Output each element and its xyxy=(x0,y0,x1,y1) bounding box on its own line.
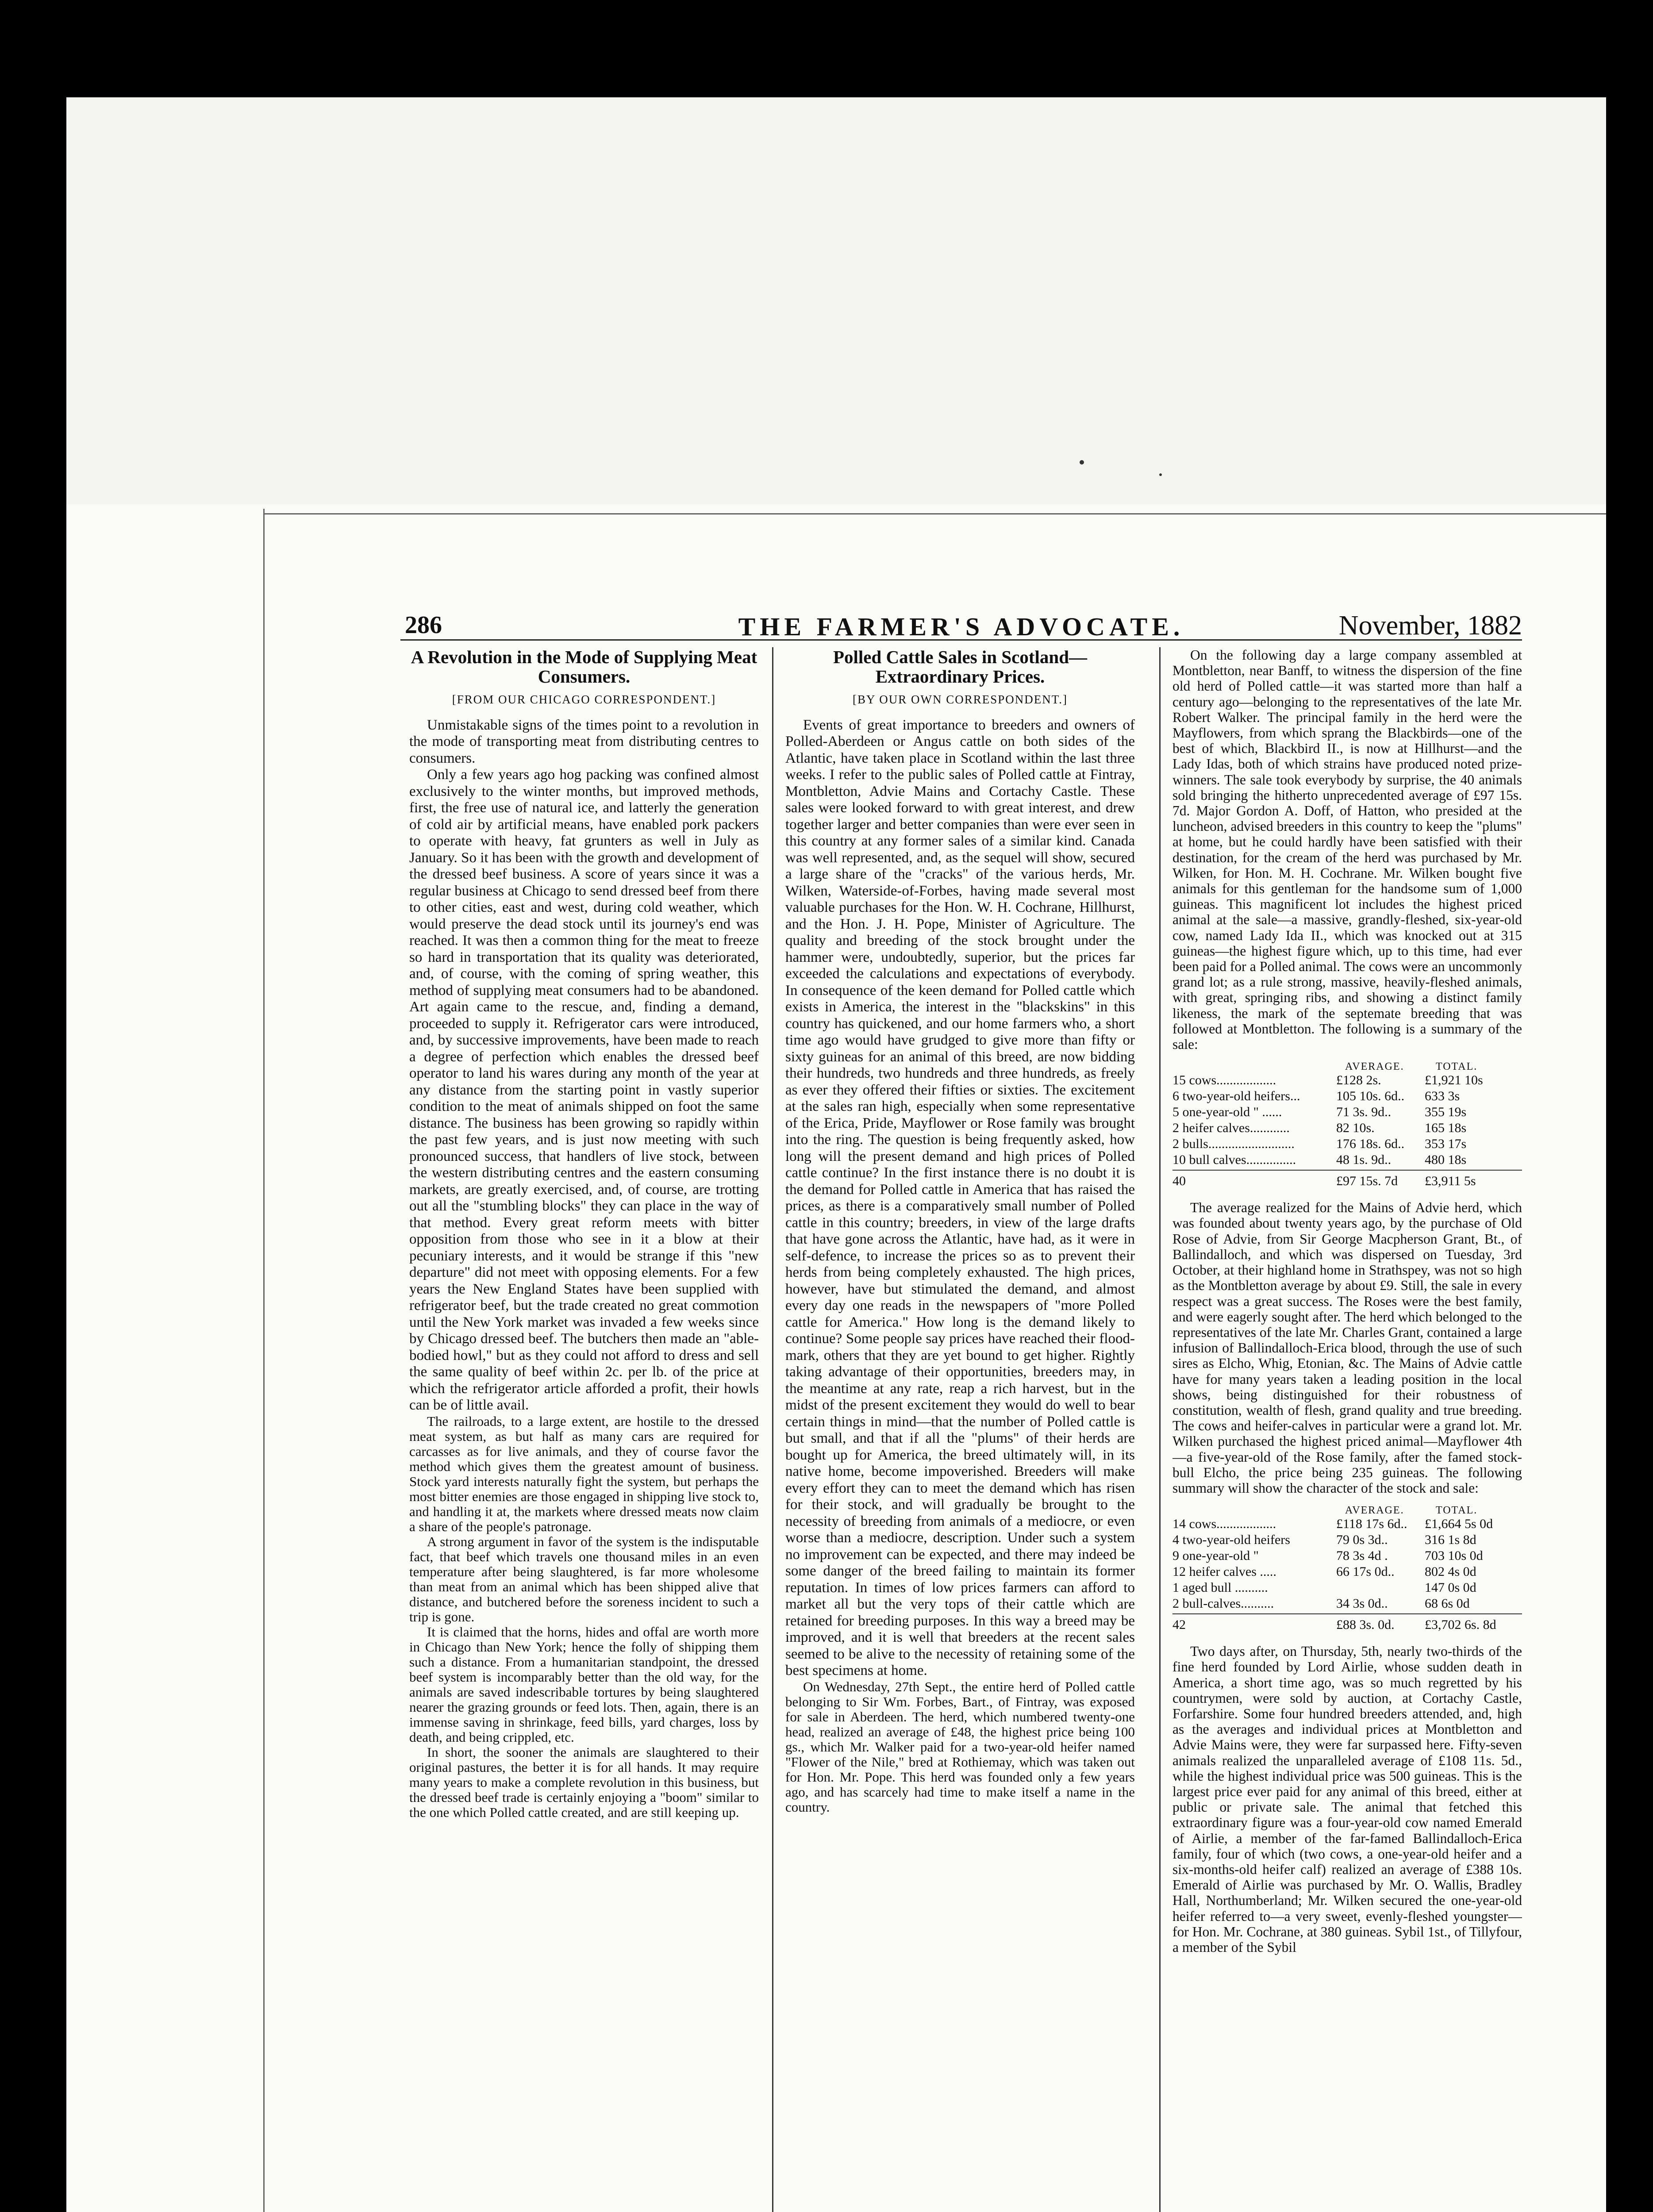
row-label: 4 two-year-old heifers xyxy=(1172,1532,1290,1548)
table-row xyxy=(1172,1580,1522,1596)
paragraph: The railroads, to a large extent, are hostile to the dressed meat system, as but half as many cars are required for carcasses as for live animals, and they of course favor the method which gives them the greatest amount of business. Stock yard interests naturally fight the system, but perhaps the most bitter enemies are those engaged in shipping live stock to, and handling it at, the markets where dressed meats now claim a share of the people's patronage. xyxy=(409,1413,759,1534)
paragraph: In short, the sooner the animals are slaughtered to their original pastures, the better it is for all hands. It may require many years to make a complete revolution in this business, but the dressed beef trade is certainly enjoying a "boom" similar to the one which Polled cattle created, and are still keeping up. xyxy=(409,1744,759,1820)
row-average: 78 3s 4d . xyxy=(1336,1548,1388,1563)
header-average: AVERAGE. xyxy=(1345,1061,1404,1073)
article-title: Polled Cattle Sales in Scotland—Extraordinary Prices. xyxy=(833,647,1088,687)
total-average: £97 15s. 7d xyxy=(1336,1174,1398,1189)
paragraph: The average realized for the Mains of Advie herd, which was founded about twenty years ago, by the purchase of Old Rose of Advie, from Sir George Macpherson Grant, Bt., of Ballindalloch, and which was dispersed on Tuesday, 3rd October, at their highland home in Strathspey, was not so high as the Montbletton average by about £9. Still, the sale in every respect was a great success. The Roses were the best family, and were eagerly sought after. The herd which belonged to the representatives of the late Mr. Charles Grant, contained a large infusion of Ballindalloch-Erica blood, through the use of such sires as Elcho, Whig, Etonian, &c. The Mains of Advie cattle have for many years taken a leading position in the local shows, being distinguished for their robustness of constitution, wealth of flesh, grand quality and true breeding. The cows and heifer-calves in particular were a grand lot. Mr. Wilken purchased the highest priced animal—Mayflower 4th—a five-year-old of the Rose family, after the famed stock-bull Elcho, the price being 235 guineas. The following summary will show the character of the stock and sale: xyxy=(1172,1200,1522,1496)
table-row xyxy=(1172,1136,1522,1152)
table-total-row xyxy=(1172,1170,1522,1194)
total-sum: £3,911 5s xyxy=(1425,1174,1476,1189)
total-label: 40 xyxy=(1172,1174,1186,1189)
total-label: 42 xyxy=(1172,1617,1186,1632)
issue-date: November, 1882 xyxy=(1338,611,1522,641)
blank-page-area xyxy=(66,97,1606,504)
row-total: 480 18s xyxy=(1425,1152,1467,1167)
paragraph: Only a few years ago hog packing was confined almost exclusively to the winter months, but improved methods, first, the free use of natural ice, and latterly the generation of cold air by artificial means, have enabled pork packers to operate with heavy, fat grunters as well in July as January. So it has been with the growth and development of the dressed beef business. A score of years since it was a regular business at Chicago to send dressed beef from there to other cities, east and west, during cold weather, which would preserve the dead stock until its journey's end was reached. It was then a common thing for the meat to freeze so hard in transportation that its quality was deteriorated, and, of course, with the coming of spring weather, this method of supplying meat consumers had to be abandoned. Art again came to the rescue, and, finding a demand, proceeded to supply it. Refrigerator cars were introduced, and, by successive improvements, have been made to reach a degree of perfection which enables the dressed beef operator to land his wares during any month of the year at any distance from the starting point in vastly superior condition to the meat of animals shipped on foot the same distance. The business has been growing so rapidly within the past few years, and is just now meeting with such pronounced success, that handlers of live stock, between the western distributing centres and the eastern consuming markets, are greatly exercised, and, of course, are trotting out all the "stumbling blocks" they can place in the way of that method. Every great reform meets with bitter opposition from those who see in it a blow at their pecuniary interests, and it would be strange if this "new departure" did not meet with opposing elements. For a few years the New England States have been supplied with refrigerator beef, but the trade created no great commotion until the New York market was invaded a few weeks since by Chicago dressed beef. The butchers then made an "able-bodied howl," but as they could not afford to dress and sell the same quality of beef within 2c. per lb. of the price at which the refrigerator article afforded a profit, their howls can be of little avail. xyxy=(409,767,759,1413)
table-row xyxy=(1172,1152,1522,1168)
row-total: 703 10s 0d xyxy=(1425,1548,1483,1563)
article-title: A Revolution in the Mode of Supplying Meat Consumers. xyxy=(411,647,757,687)
article-byline: [BY OUR OWN CORRESPONDENT.] xyxy=(853,693,1068,706)
row-label: 10 bull calves............... xyxy=(1172,1152,1296,1167)
paragraph: On Wednesday, 27th Sept., the entire herd of Polled cattle belonging to Sir Wm. Forbes, Bart., of Fintray, was exposed for sale in Aberdeen. The herd, which numbered twenty-one head, realized an average of £48, the highest price being 100 gs., which Mr. Walker paid for a two-year-old heifer named "Flower of the Nile," bred at Rothiemay, which was taken out for Hon. Mr. Pope. This herd was founded only a few years ago, and has scarcely had time to make itself a name in the country. xyxy=(785,1678,1135,1815)
row-total: 316 1s 8d xyxy=(1425,1532,1476,1548)
row-average: 82 10s. xyxy=(1336,1121,1375,1136)
row-average: 176 18s. 6d.. xyxy=(1336,1137,1405,1152)
row-total: 147 0s 0d xyxy=(1425,1580,1476,1595)
scan-speck xyxy=(1159,473,1162,476)
header-average: AVERAGE. xyxy=(1345,1505,1404,1517)
scan-speck xyxy=(1080,460,1084,465)
row-total: 165 18s xyxy=(1425,1121,1467,1136)
page-edge-top xyxy=(263,513,1606,515)
paragraph: Unmistakable signs of the times point to a revolution in the mode of transporting meat from distributing centres to consumers. xyxy=(409,717,759,766)
row-total: 633 3s xyxy=(1425,1089,1460,1104)
page-edge-left xyxy=(263,509,265,2212)
masthead-title: THE FARMER'S ADVOCATE. xyxy=(738,612,1184,641)
table-row xyxy=(1172,1104,1522,1120)
table-header xyxy=(1172,1500,1522,1516)
row-label: 15 cows.................. xyxy=(1172,1073,1276,1088)
row-total: £1,921 10s xyxy=(1425,1073,1483,1088)
columns xyxy=(400,647,1522,2212)
row-average: £118 17s 6d.. xyxy=(1336,1517,1407,1532)
row-label: 2 heifer calves............ xyxy=(1172,1121,1290,1136)
paragraph: Two days after, on Thursday, 5th, nearly two-thirds of the fine herd founded by Lord Airlie, whose sudden death in America, a short time ago, was so much regretted by his countrymen, were sold by auction, at Cortachy Castle, Forfarshire. Some four hundred breeders attended, and, high as the averages and individual prices at Montbletton and Advie Mains were, they were far surpassed here. Fifty-seven animals realized the unparalleled average of £108 11s. 5d., while the highest individual price was 500 guineas. This is the largest price ever paid for any animal of this breed, either at public or private sale. The animal that fetched this extraordinary figure was a four-year-old cow named Emerald of Airlie, a member of the far-famed Ballindalloch-Erica family, four of which (two cows, a one-year-old heifer and a six-months-old heifer calf) realized an average of £388 10s. Emerald of Airlie was purchased by Mr. O. Wallis, Bradley Hall, Northumberland; Mr. Wilken secured the one-year-old heifer referred to—a very sweet, evenly-fleshed youngster—for Hon. Mr. Cochrane, at 380 guineas. Sybil 1st., of Tillyfour, a member of the Sybil xyxy=(1172,1644,1522,1955)
page-number: 286 xyxy=(405,611,442,639)
article-byline: [FROM OUR CHICAGO CORRESPONDENT.] xyxy=(452,693,716,706)
row-average: 48 1s. 9d.. xyxy=(1336,1152,1392,1167)
table-row xyxy=(1172,1532,1522,1548)
row-label: 14 cows.................. xyxy=(1172,1517,1276,1532)
row-average: 66 17s 0d.. xyxy=(1336,1564,1395,1579)
table-row xyxy=(1172,1072,1522,1088)
total-sum: £3,702 6s. 8d xyxy=(1425,1617,1496,1632)
row-label: 5 one-year-old " ...... xyxy=(1172,1105,1282,1120)
row-total: 355 19s xyxy=(1425,1105,1467,1120)
row-average: 79 0s 3d.. xyxy=(1336,1532,1388,1548)
row-average: £128 2s. xyxy=(1336,1073,1381,1088)
table-row xyxy=(1172,1596,1522,1612)
table-total-row xyxy=(1172,1613,1522,1637)
row-label: 1 aged bull .......... xyxy=(1172,1580,1268,1595)
paragraph: A strong argument in favor of the system is the indisputable fact, that beef which travels one thousand miles in an even temperature after being slaughtered, is far more wholesome than meat from an animal which has been shipped alive that distance, and butchered before the soreness incident to such a trip is gone. xyxy=(409,1533,759,1624)
table-header xyxy=(1172,1056,1522,1072)
row-label: 2 bulls.......................... xyxy=(1172,1137,1295,1152)
paragraph: Events of great importance to breeders and owners of Polled-Aberdeen or Angus cattle on both sides of the Atlantic, have taken place in Scotland within the last three weeks. I refer to the public sales of Polled cattle at Fintray, Montbletton, Advie Mains and Cortachy Castle. These sales were looked forward to with great interest, and drew together larger and better companies than were ever seen in this country at any former sales of a similar kind. Canada was well represented, and, as the sequel will show, secured a large share of the "cracks" of the various herds, Mr. Wilken, Waterside-of-Forbes, having made several most valuable purchases for the Hon. W. H. Cochrane, Hillhurst, and the Hon. J. H. Pope, Minister of Agriculture. The quality and breeding of the stock brought under the hammer were, undoubtedly, superior, but the prices far exceeded the calculations and expectations of everybody. In consequence of the keen demand for Polled cattle which exists in America, the interest in the "blackskins" in this country has quickened, and our home farmers who, a short time ago would have grudged to give more than fifty or sixty guineas for an animal of this breed, are now bidding their hundreds, two hundreds and three hundreds, as freely as ever they offered their fifties or sixties. The excitement at the sales ran high, especially when some representative of the Erica, Pride, Mayflower or Rose family was brought into the ring. The question is being frequently asked, how long will the present demand and high prices of Polled cattle continue? In the first instance there is no doubt it is the demand for Polled cattle in America that has raised the prices, as there is a comparatively small number of Polled cattle in this country; breeders, in view of the large drafts that have gone across the Atlantic, have had, as it were in self-defence, to increase the prices so as to prevent their herds from being completely exhausted. The high prices, however, have but stimulated the demand, and almost every day one reads in the newspapers of "more Polled cattle for America." How long is the demand likely to continue? Some people say prices have reached their flood-mark, others that they are yet bound to get higher. Rightly taking advantage of their opportunities, breeders may, in the meantime at any rate, reap a rich harvest, but in the midst of the present excitement they would do well to bear certain things in mind—that the number of Polled cattle is but small, and that if all the "plums" of their herds are bought up for America, the breed ultimately will, in its native home, become impoverished. Breeders will make every effort they can to meet the demand which has risen for their stock, and will gradually be brought to the necessity of breeding from animals of a mediocre, or even worse than a mediocre, description. Under such a system no improvement can be expected, and there may indeed be some danger of the breed failing to maintain its former reputation. In times of low prices farmers can afford to market all but the very tops of their cattle which are retained for breeding purposes. In this way a breed may be improved, and it is well that breeders at the recent sales seemed to be alive to the necessity of retaining some of the best specimens at home. xyxy=(785,717,1135,1678)
header-total: TOTAL. xyxy=(1436,1505,1478,1517)
header-total: TOTAL. xyxy=(1436,1061,1478,1073)
advie-mains-sale-table xyxy=(1172,1500,1522,1637)
table-row xyxy=(1172,1120,1522,1136)
row-average: 71 3s. 9d.. xyxy=(1336,1105,1392,1120)
row-total: 802 4s 0d xyxy=(1425,1564,1476,1579)
row-average: 34 3s 0d.. xyxy=(1336,1596,1388,1611)
row-label: 9 one-year-old " xyxy=(1172,1548,1259,1563)
table-row xyxy=(1172,1564,1522,1580)
article-polled-cattle-sales xyxy=(785,647,1135,2212)
newspaper-page xyxy=(400,604,1522,2212)
row-total: 353 17s xyxy=(1425,1137,1467,1152)
column-rule xyxy=(772,647,773,2212)
row-average: 105 10s. 6d.. xyxy=(1336,1089,1405,1104)
table-row xyxy=(1172,1516,1522,1532)
row-label: 2 bull-calves.......... xyxy=(1172,1596,1274,1611)
table-row xyxy=(1172,1548,1522,1564)
table-row xyxy=(1172,1088,1522,1104)
total-average: £88 3s. 0d. xyxy=(1336,1617,1395,1632)
column-rule xyxy=(1159,647,1161,2212)
row-total: £1,664 5s 0d xyxy=(1425,1517,1493,1532)
montbletton-sale-table xyxy=(1172,1056,1522,1194)
paragraph: It is claimed that the horns, hides and offal are worth more in Chicago than New York; hence the folly of shipping them such a distance. From a humanitarian standpoint, the dressed beef system is incomparably better than the old way, for the animals are saved indescribable tortures by being slaughtered nearer the grazing grounds or feed lots. Then, again, there is an immense saving in shrinkage, feed bills, yard charges, loss by death, and being crippled, etc. xyxy=(409,1624,759,1745)
row-label: 6 two-year-old heifers... xyxy=(1172,1089,1300,1104)
row-label: 12 heifer calves ..... xyxy=(1172,1564,1276,1579)
row-total: 68 6s 0d xyxy=(1425,1596,1470,1611)
article-continuation xyxy=(1172,647,1522,2212)
masthead xyxy=(400,604,1522,641)
article-revolution-meat xyxy=(409,647,759,2212)
paragraph: On the following day a large company assembled at Montbletton, near Banff, to witness the dispersion of the fine old herd of Polled cattle—it was started more than half a century ago—belonging to the representatives of the late Mr. Robert Walker. The principal family in the herd were the Mayflowers, from which sprang the Blackbirds—one of the best of which, Blackbird II., is now at Hillhurst—and the Lady Idas, both of which strains have produced noted prize-winners. The sale took everybody by surprise, the 40 animals sold bringing the hitherto unprecedented average of £97 15s. 7d. Major Gordon A. Doff, of Hatton, who presided at the luncheon, advised breeders in this country to keep the "plums" at home, but he could hardly have been satisfied with their destination, for the cream of the herd was purchased by Mr. Wilken, for Hon. M. H. Cochrane. Mr. Wilken bought five animals for this gentleman for the handsome sum of 1,000 guineas. This magnificent lot includes the highest priced animal at the sale—a massive, grandly-fleshed, six-year-old cow, named Lady Ida II., which was knocked out at 315 guineas—the highest figure which, up to this time, had ever been paid for a Polled animal. The cows were an uncommonly grand lot; as a rule strong, massive, heavily-fleshed animals, with great, springing ribs, and showing a distinct family likeness, the mark of the septemate breeding that was followed at Montbletton. The following is a summary of the sale: xyxy=(1172,647,1522,1052)
